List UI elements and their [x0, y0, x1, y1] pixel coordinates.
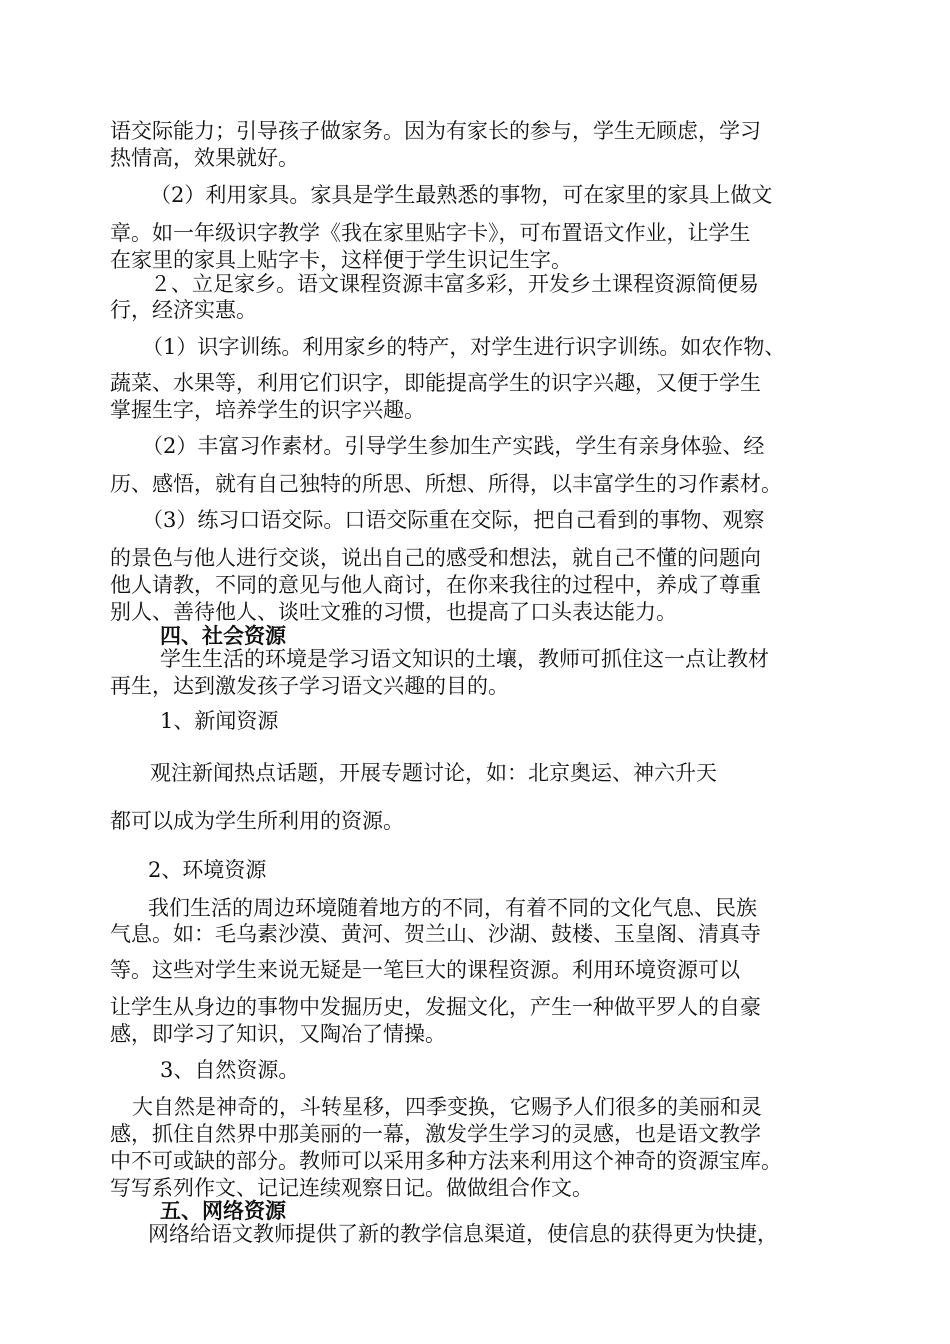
text-line: 气息。如：毛乌素沙漠、黄河、贺兰山、沙湖、鼓楼、玉皇阁、清真寺 — [110, 922, 761, 946]
text-line: 热情高，效果就好。 — [110, 146, 299, 170]
text-line: 观注新闻热点话题，开展专题讨论，如：北京奥运、神六升天 — [150, 761, 717, 785]
text-line: 他人请教，不同的意见与他人商讨，在你来我往的过程中，养成了尊重 — [110, 573, 761, 597]
section-heading: 四、社会资源 — [160, 624, 286, 648]
text-line: 别人、善待他人、谈吐文雅的习惯，也提高了口头表达能力。 — [110, 600, 677, 624]
text-line: 掌握生字，培养学生的识字兴趣。 — [110, 398, 425, 422]
text-line: （2）利用家具。家具是学生最熟悉的事物，可在家里的家具上做文 — [150, 183, 773, 207]
text-line: 历、感悟，就有自己独特的所思、所想、所得，以丰富学生的习作素材。 — [110, 472, 782, 496]
text-line: （1）识字训练。利用家乡的特产，对学生进行识字训练。如农作物、 — [142, 335, 786, 359]
text-line: 3、自然资源。 — [160, 1058, 300, 1082]
text-line: 我们生活的周边环境随着地方的不同，有着不同的文化气息、民族 — [148, 896, 757, 920]
text-line: 让学生从身边的事物中发掘历史，发掘文化，产生一种做平罗人的自豪 — [110, 995, 761, 1019]
text-line: 感，即学习了知识，又陶冶了情操。 — [110, 1022, 446, 1046]
text-line: 蔬菜、水果等，利用它们识字，即能提高学生的识字兴趣，又便于学生 — [110, 371, 761, 395]
text-line: 感，抓住自然界中那美丽的一幕，激发学生学习的灵感，也是语文教学 — [110, 1122, 761, 1146]
section-heading: 五、网络资源 — [160, 1199, 286, 1223]
text-line: 网络给语文教师提供了新的教学信息渠道，使信息的获得更为快捷， — [148, 1222, 778, 1246]
text-line: 都可以成为学生所利用的资源。 — [110, 809, 404, 833]
text-line: 写写系列作文、记记连续观察日记。做做组合作文。 — [110, 1176, 593, 1200]
text-line: 的景色与他人进行交谈，说出自己的感受和想法，就自己不懂的问题向 — [110, 546, 761, 570]
text-line: 章。如一年级识字教学《我在家里贴字卡》，可布置语文作业，让学生 — [110, 221, 751, 245]
text-line: ２、立足家乡。语文课程资源丰富多彩，开发乡土课程资源简便易 — [150, 272, 759, 296]
text-line: 等。这些对学生来说无疑是一笔巨大的课程资源。利用环境资源可以 — [110, 958, 740, 982]
text-line: 中不可或缺的部分。教师可以采用多种方法来利用这个神奇的资源宝库。 — [110, 1149, 782, 1173]
text-line: 行，经济实惠。 — [110, 298, 257, 322]
text-line: 语交际能力；引导孩子做家务。因为有家长的参与，学生无顾虑，学习 — [110, 119, 761, 143]
text-line: 2、环境资源 — [148, 858, 267, 882]
text-line: （2）丰富习作素材。引导学生参加生产实践，学生有亲身体验、经 — [142, 434, 765, 458]
text-line: 再生，达到激发孩子学习语文兴趣的目的。 — [110, 674, 509, 698]
text-line: （3）练习口语交际。口语交际重在交际，把自己看到的事物、观察 — [142, 508, 765, 532]
text-line: 在家里的家具上贴字卡，这样便于学生识记生字。 — [110, 248, 572, 272]
text-line: 1、新闻资源 — [160, 709, 279, 733]
text-line: 大自然是神奇的，斗转星移，四季变换，它赐予人们很多的美丽和灵 — [132, 1095, 762, 1119]
text-line: 学生生活的环境是学习语文知识的土壤，教师可抓住这一点让教材 — [160, 647, 769, 671]
